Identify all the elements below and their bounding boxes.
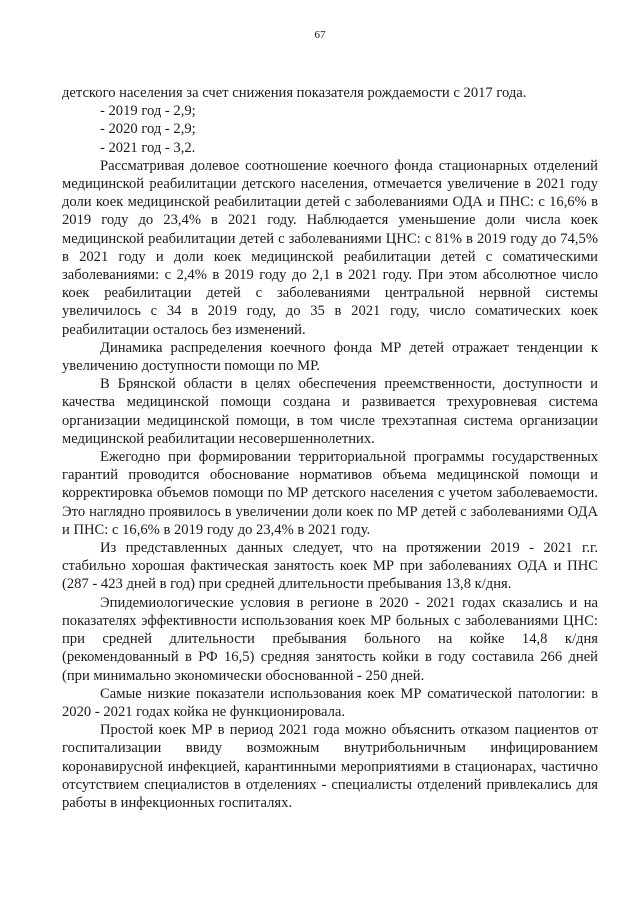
document-body	[62, 84, 598, 812]
paragraph: Динамика распределения коечного фонда МР детей отражает тенденции к увеличению доступности помощи по МР.	[62, 339, 598, 375]
paragraph: В Брянской области в целях обеспечения преемственности, доступности и качества медицинской помощи создана и развивается трехуровневая система организации медицинской помощи, в том числе трехэтапная система организации медицинской реабилитации несовершеннолетних.	[62, 376, 598, 447]
paragraph: Эпидемиологические условия в регионе в 2020 - 2021 годах сказались и на показателях эффективности использования коек МР больных с заболеваниями ЦНС: при средней длительности пребывания больного на койке 14,8 к/дня (рекомендованный в РФ 16,5) средняя занятость койки в году составила 266 дней (при минимально экономически обоснованной - 250 дней.	[62, 594, 598, 684]
list-item: - 2020 год - 2,9;	[100, 121, 196, 138]
paragraph: Рассматривая долевое соотношение коечного фонда стационарных отделений медицинской реабилитации детского населения, отмечается увеличение в 2021 году доли коек медицинской реабилитации детей с заболеваниями ОДА и ПНС: с 16,6% в 2019 году до 23,4% в 2021 году. Наблюдается уменьшение доли числа коек медицинской реабилитации детей с заболеваниями ЦНС: с 81% в 2019 году до 74,5% в 2021 году и доли коек медицинской реабилитации детей с соматическими заболеваниями: с 2,4% в 2019 году до 2,1 в 2021 году. При этом абсолютное число коек реабилитации детей с заболеваниями центральной нервной системы увеличилось с 34 в 2019 году, до 35 в 2021 году, число соматических коек реабилитации осталось без изменений.	[62, 157, 598, 338]
page-number: 67	[314, 29, 326, 41]
paragraph: Из представленных данных следует, что на протяжении 2019 - 2021 г.г. стабильно хорошая фактическая занятость коек МР при заболеваниях ОДА и ПНС (287 - 423 дней в год) при средней длительности пребывания 13,8 к/дня.	[62, 540, 598, 593]
paragraph: Самые низкие показатели использования коек МР соматической патологии: в 2020 - 2021 годах койка не функционировала.	[62, 685, 598, 720]
paragraph: детского населения за счет снижения показателя рождаемости с 2017 года.	[62, 85, 527, 101]
list-item: - 2019 год - 2,9;	[100, 103, 196, 120]
paragraph: Простой коек МР в период 2021 года можно объяснить отказом пациентов от госпитализации ввиду возможным внутрибольничным инфицированием коронавирусной инфекцией, карантинными мероприятиями в стационарах, частично отсутствием специалистов в отделениях - специалисты отделений привлекались для работы в инфекционных госпиталях.	[62, 722, 598, 811]
paragraph: Ежегодно при формировании территориальной программы государственных гарантий проводится обоснование нормативов объема медицинской помощи и корректировка объемов помощи по МР детского населения с учетом заболеваемости. Это наглядно проявилось в увеличении доли коек по МР детей с заболеваниями ОДА и ПНС: с 16,6% в 2019 году до 23,4% в 2021 году.	[62, 449, 598, 538]
list-item: - 2021 год - 3,2.	[100, 139, 196, 156]
